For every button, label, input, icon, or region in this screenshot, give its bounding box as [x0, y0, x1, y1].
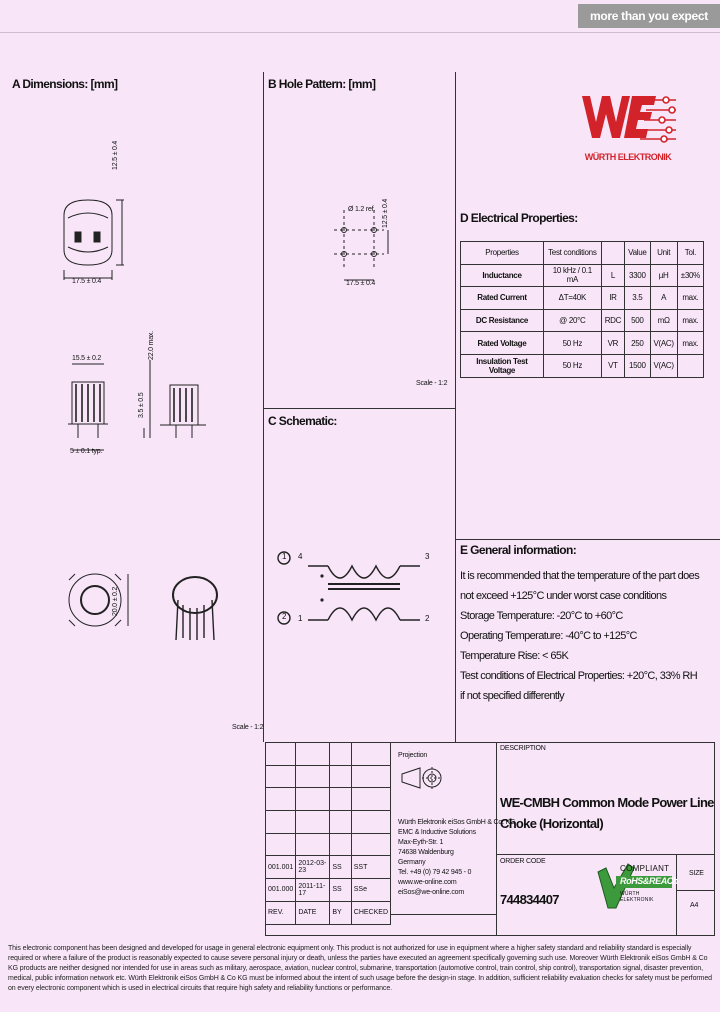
pin-4: 4: [298, 552, 303, 561]
dim-side-width: 15.5 ± 0.2: [72, 355, 102, 362]
table-cell: max.: [677, 332, 703, 355]
table-cell: max.: [677, 309, 703, 332]
table-cell: max.: [677, 287, 703, 310]
top-divider: [0, 32, 720, 33]
section-d-title: D Electrical Properties:: [460, 211, 578, 225]
order-code: 744834407: [500, 892, 559, 907]
projection-symbol-icon: [400, 762, 444, 794]
title-hline: [391, 914, 496, 915]
divider-d-e: [455, 539, 720, 540]
wurth-logo: [576, 86, 680, 166]
table-row: [461, 354, 704, 377]
size-divider: [676, 854, 677, 936]
circle-label-1: 1: [282, 552, 287, 561]
general-line: Operating Temperature: -40°C to +125°C: [460, 630, 637, 642]
dim-pin-pitch: 5 ± 0.1 typ.: [70, 448, 103, 455]
divider-b-d: [455, 72, 456, 742]
rev-by: SS: [330, 879, 351, 902]
rev-date: 2012-03-23: [296, 856, 330, 879]
general-line: Temperature Rise: < 65K: [460, 650, 569, 662]
table-cell: Insulation Test Voltage: [461, 354, 544, 377]
table-cell: VR: [601, 332, 624, 355]
general-line: Test conditions of Electrical Properties: +20°C, 33% RH: [460, 670, 698, 682]
revision-row: [266, 856, 391, 879]
section-e-title: E General information:: [460, 543, 577, 557]
table-cell: 500: [625, 309, 650, 332]
pin-1: 1: [298, 614, 303, 623]
order-code-label: ORDER CODE: [500, 858, 546, 865]
table-cell: µH: [650, 264, 677, 287]
size-value: A4: [690, 902, 699, 909]
rev-number: 001.000: [266, 879, 296, 902]
general-line: not exceed +125°C under worst case conditions: [460, 590, 667, 602]
table-cell: ±30%: [677, 264, 703, 287]
table-cell: 250: [625, 332, 650, 355]
disclaimer-footer: This electronic component has been designed and developed for usage in general electronic equipment only. This product is not authorized for use in equipment where a higher safety standard and reliability standard is especially required or where a failure of the product is reasonably expected to cause severe personal injury or death, unless the parties have executed an agreement specifically governing such use. Moreover Würth Elektronik eiSos GmbH & Co KG products are neither designed nor intended for use in areas such as military, aerospace, aviation, nuclear control, submarine, transportation (automotive control, train control, ship control), transportation signal, disaster prevention, medical, public information network etc. Würth Elektronik eiSos GmbH & Co KG must be informed about the intent of such usage before the design-in stage. In addition, sufficient reliability evaluation checks for safety must be performed on every electronic component which is used in electrical circuits that require high safety and reliability functions or performance.: [8, 945, 712, 992]
section-a-title: A Dimensions: [mm]: [12, 77, 118, 91]
table-cell: RDC: [601, 309, 624, 332]
table-cell: 50 Hz: [543, 332, 601, 355]
rohs-badge: [594, 862, 678, 912]
table-cell: 3.5: [625, 287, 650, 310]
table-cell: Rated Voltage: [461, 332, 544, 355]
table-cell: 10 kHz / 0.1 mA: [543, 264, 601, 287]
divider-b-c: [263, 408, 456, 409]
properties-table: [460, 241, 704, 378]
table-cell: V(AC): [650, 332, 677, 355]
general-line: It is recommended that the temperature of the part does: [460, 570, 700, 582]
table-cell: Rated Current: [461, 287, 544, 310]
address-line: EMC & Inductive Solutions: [398, 829, 476, 836]
header-unit: Unit: [650, 242, 677, 265]
dim-top-width: 17.5 ± 0.4: [72, 278, 102, 285]
company-address: [398, 818, 515, 898]
rev-date: 2011-11-17: [296, 879, 330, 902]
table-row: [461, 309, 704, 332]
rohs-we-text: WÜRTH ELEKTRONIK: [620, 891, 654, 903]
dim-lead-length: 3.5 ± 0.5: [138, 392, 145, 418]
rev-by: SS: [330, 856, 351, 879]
address-line: www.we-online.com: [398, 879, 457, 886]
revision-grid: [265, 742, 391, 925]
revision-row: [266, 879, 391, 902]
logo-text: WÜRTH ELEKTRONIK: [584, 152, 672, 162]
hole-diameter: Ø 1.2 ref.: [348, 206, 376, 213]
hole-pitch-x: 17.5 ± 0.4: [346, 280, 376, 287]
size-label: SIZE: [689, 870, 704, 877]
general-info: [460, 566, 716, 706]
table-cell: 50 Hz: [543, 354, 601, 377]
table-cell: IR: [601, 287, 624, 310]
header-value: Value: [625, 242, 650, 265]
rev-header: REV.: [266, 901, 296, 924]
revision-header-row: [266, 901, 391, 924]
section-c-title: C Schematic:: [268, 414, 337, 428]
divider-a-b: [263, 72, 264, 742]
address-line: Würth Elektronik eiSos GmbH & Co. KG: [398, 819, 516, 826]
circle-label-2: 2: [282, 612, 287, 621]
general-line: if not specified differently: [460, 690, 565, 702]
scale-a: Scale - 1:2: [232, 724, 264, 731]
table-cell: Inductance: [461, 264, 544, 287]
product-title-line1: WE-CMBH Common Mode Power Line: [500, 795, 714, 810]
address-line: 74638 Waldenburg: [398, 849, 454, 856]
table-cell: [677, 354, 703, 377]
rev-checked: SST: [351, 856, 390, 879]
table-row: [461, 264, 704, 287]
slogan-banner: more than you expect: [578, 4, 720, 28]
pin-2: 2: [425, 614, 430, 623]
rev-checked: SSe: [351, 879, 390, 902]
rev-header: DATE: [296, 901, 330, 924]
dim-top-height: 12.5 ± 0.4: [112, 140, 119, 170]
dimension-drawings: [0, 100, 262, 730]
description-label: DESCRIPTION: [500, 745, 546, 752]
table-cell: VT: [601, 354, 624, 377]
order-divider: [496, 854, 715, 855]
table-cell: 1500: [625, 354, 650, 377]
header-test-conditions: Test conditions: [543, 242, 601, 265]
header-properties: Properties: [461, 242, 544, 265]
header-symbol: [601, 242, 624, 265]
pin-3: 3: [425, 552, 430, 561]
table-cell: 3300: [625, 264, 650, 287]
dim-front-size: 20.0 ± 0.2: [112, 586, 119, 616]
address-line: Tel. +49 (0) 79 42 945 - 0: [398, 869, 472, 876]
rohs-label: RoHS&REACh: [620, 876, 678, 886]
table-cell: A: [650, 287, 677, 310]
address-line: Germany: [398, 859, 426, 866]
table-row: [461, 332, 704, 355]
table-row: [461, 287, 704, 310]
projection-label: Projection: [398, 752, 428, 759]
header-tolerance: Tol.: [677, 242, 703, 265]
scale-b: Scale - 1:2: [416, 380, 448, 387]
address-line: Max-Eyth-Str. 1: [398, 839, 444, 846]
product-title-line2: Choke (Horizontal): [500, 816, 603, 831]
table-cell: @ 20°C: [543, 309, 601, 332]
section-b-title: B Hole Pattern: [mm]: [268, 77, 376, 91]
rev-header: BY: [330, 901, 351, 924]
table-cell: L: [601, 264, 624, 287]
table-cell: V(AC): [650, 354, 677, 377]
size-hline: [676, 890, 715, 891]
rev-header: CHECKED: [351, 901, 390, 924]
dim-height-max: 22.0 max.: [148, 331, 155, 360]
schematic-diagram: [270, 540, 450, 630]
table-cell: mΩ: [650, 309, 677, 332]
table-header-row: [461, 242, 704, 265]
table-cell: DC Resistance: [461, 309, 544, 332]
general-line: Storage Temperature: -20°C to +60°C: [460, 610, 623, 622]
rev-number: 001.001: [266, 856, 296, 879]
hole-pitch-y: 12.5 ± 0.4: [382, 198, 389, 228]
compliant-label: COMPLIANT: [620, 864, 670, 873]
address-line: eiSos@we-online.com: [398, 889, 464, 896]
table-cell: ΔT=40K: [543, 287, 601, 310]
